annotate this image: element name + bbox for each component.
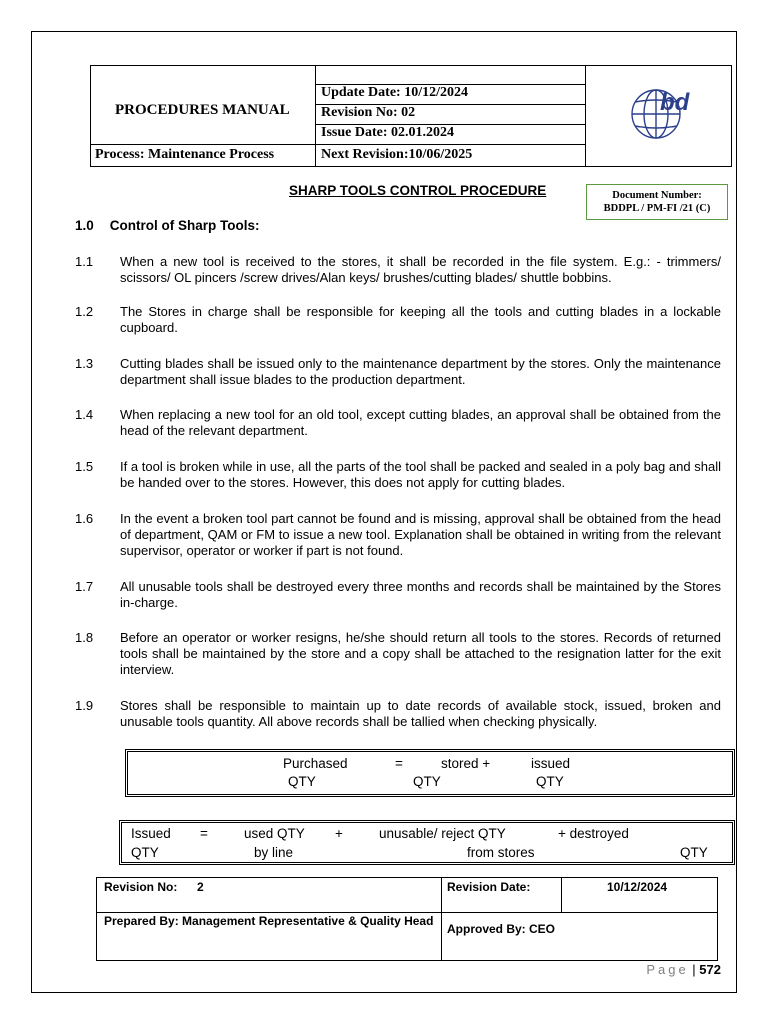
- section-number: 1.0: [75, 218, 94, 233]
- clause-number: 1.5: [75, 459, 94, 474]
- clause: [75, 356, 721, 388]
- revision-date-label: Revision Date:: [447, 880, 531, 894]
- next-revision: Next Revision:10/06/2025: [321, 147, 473, 162]
- clause-text: All unusable tools shall be destroyed every three months and records shall be maintained by the Stores in-charge.: [120, 579, 721, 610]
- formula-destroyed: + destroyed: [558, 826, 629, 841]
- page-number: Page | 572: [646, 962, 721, 977]
- clause-text: If a tool is broken while in use, all the parts of the tool shall be packed and sealed in a poly bag and shall be handed over to the stores. However, this does not apply for cutting blades.: [120, 459, 721, 490]
- formula-qty: QTY: [131, 845, 159, 860]
- formula-issued: Issued: [131, 826, 171, 841]
- clause: [75, 459, 721, 491]
- clause-text: The Stores in charge shall be responsible for keeping all the tools and cutting blades in a lockable cupboard.: [120, 304, 721, 335]
- clause-text: When a new tool is received to the stores, it shall be recorded in the file system. E.g.: - trimmers/ scissors/ OL pincers /screw drives/Alan keys/ brushes/cutting blades/ shuttle bobbins.: [120, 254, 721, 285]
- clause: [75, 698, 721, 730]
- formula-plus: +: [335, 826, 343, 841]
- logo-text: bd: [660, 89, 690, 116]
- issued-formula-box: [119, 820, 735, 865]
- prepared-by: Prepared By: Management Representative & Quality Head: [104, 914, 434, 928]
- clause-number: 1.3: [75, 356, 94, 371]
- clause-number: 1.8: [75, 630, 94, 645]
- clause-number: 1.2: [75, 304, 94, 319]
- company-logo: [626, 80, 706, 144]
- clause: [75, 511, 721, 559]
- revision-no-value: 2: [197, 880, 204, 894]
- revision-date-value: 10/12/2024: [607, 880, 668, 894]
- formula-issued: issued: [531, 756, 571, 771]
- clause-text: Cutting blades shall be issued only to the maintenance department by the stores. Only the maintenance department shall issue blades to the production department.: [120, 356, 721, 387]
- formula-equals: =: [200, 826, 208, 841]
- formula-by-line: by line: [254, 845, 294, 860]
- revision-no: Revision No: 02: [321, 105, 416, 120]
- clause-number: 1.7: [75, 579, 94, 594]
- formula-stored: stored +: [441, 756, 491, 771]
- page-label: Page: [646, 962, 689, 977]
- header-table: [90, 65, 732, 167]
- clause: [75, 254, 721, 286]
- formula-qty: QTY: [536, 774, 564, 789]
- revision-no-label: Revision No:: [104, 880, 178, 894]
- formula-unusable: unusable/ reject QTY: [379, 826, 506, 841]
- clause-text: In the event a broken tool part cannot be found and is missing, approval shall be obtained from the head of department, QAM or FM to issue a new tool. Explanation shall be obtained in writing from the relevant supervisor, operator or worker if part is not found.: [120, 511, 721, 558]
- clause-number: 1.4: [75, 407, 94, 422]
- formula-from-stores: from stores: [467, 845, 535, 860]
- clause: [75, 630, 721, 678]
- document-number-value: BDDPL / PM-FI /21 (C): [603, 203, 711, 214]
- process-label: Process: Maintenance Process: [95, 147, 275, 162]
- formula-used-qty: used QTY: [244, 826, 305, 841]
- clause: [75, 579, 721, 611]
- page-number-value: 572: [699, 962, 721, 977]
- clause-text: When replacing a new tool for an old tool, except cutting blades, an approval shall be obtained from the head of the relevant department.: [120, 407, 721, 438]
- approved-by: Approved By: CEO: [447, 922, 556, 936]
- clause-number: 1.9: [75, 698, 94, 713]
- formula-qty: QTY: [288, 774, 316, 789]
- document-number-box: [586, 184, 728, 220]
- clause: [75, 304, 721, 336]
- update-date: Update Date: 10/12/2024: [321, 85, 468, 100]
- formula-qty: QTY: [413, 774, 441, 789]
- procedure-title: SHARP TOOLS CONTROL PROCEDURE: [289, 183, 547, 198]
- formula-equals: =: [395, 756, 403, 771]
- manual-title: PROCEDURES MANUAL: [115, 102, 290, 118]
- clause-number: 1.1: [75, 254, 94, 269]
- section-heading: [75, 218, 260, 233]
- clause-text: Stores shall be responsible to maintain up to date records of available stock, issued, broken and unusable tools quantity. All above records shall be tallied when checking physically.: [120, 698, 721, 729]
- issue-date: Issue Date: 02.01.2024: [321, 125, 454, 140]
- clause-text: Before an operator or worker resigns, he/she should return all tools to the stores. Records of returned tools shall be maintained by the store and a copy shall be attached to the resignation latter for the exit interview.: [120, 630, 721, 677]
- section-title: Control of Sharp Tools:: [109, 218, 260, 233]
- purchased-formula-box: [125, 749, 735, 797]
- document-number-label: Document Number:: [612, 190, 702, 201]
- footer-table: [96, 877, 718, 961]
- clause-number: 1.6: [75, 511, 94, 526]
- clause: [75, 407, 721, 439]
- formula-purchased: Purchased: [283, 756, 348, 771]
- formula-qty: QTY: [680, 845, 708, 860]
